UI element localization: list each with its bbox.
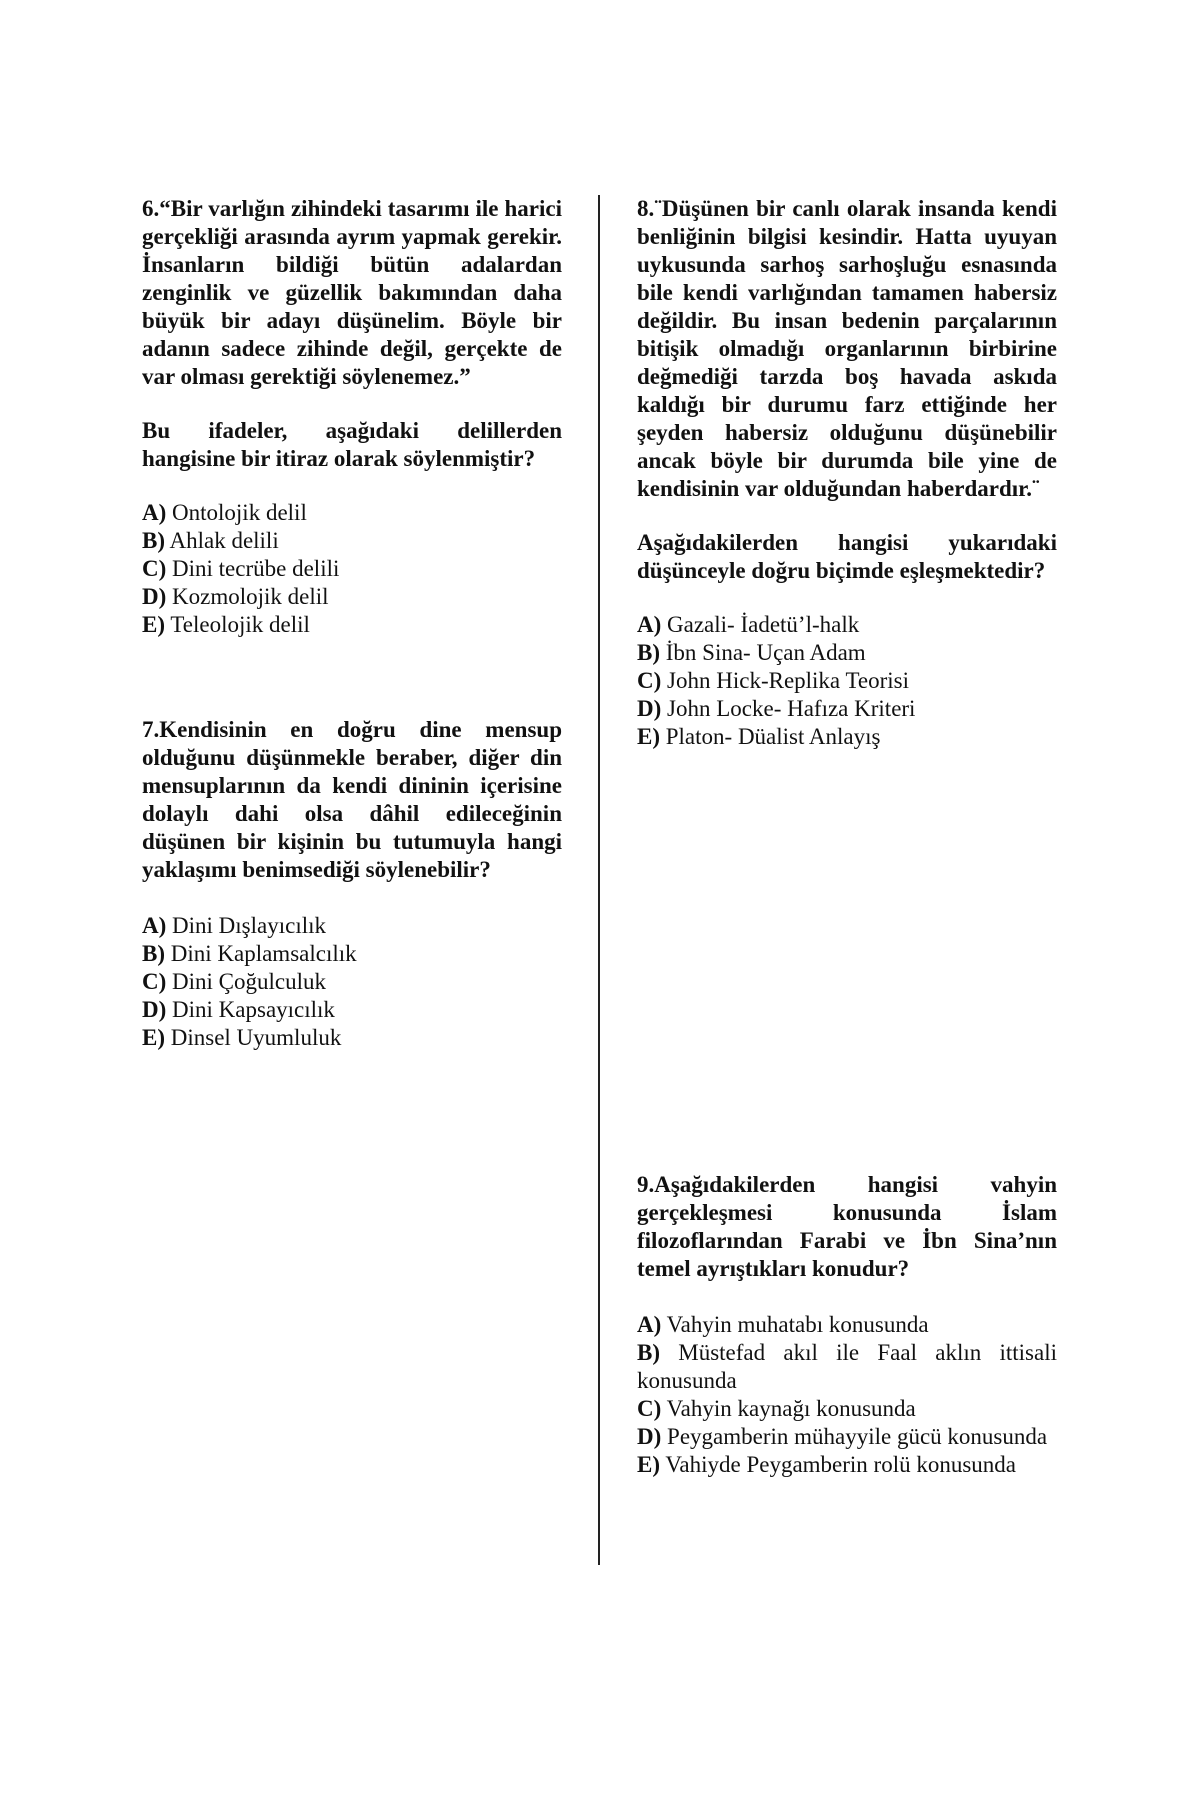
question-7-options [142,912,562,1052]
option-text: Kozmolojik delil [166,584,329,609]
option-letter: E) [637,1452,660,1477]
question-7 [142,716,562,1052]
option-text: Vahyin muhatabı konusunda [661,1312,929,1337]
option-c [142,968,562,996]
option-text: Dini tecrübe delili [166,556,340,581]
question-6-stem: 6.“Bir varlığın zihindeki tasarımı ile harici gerçekliği arasında ayrım yapmak gerekir. İnsanların bildiği bütün adalardan zenginlik ve güzellik bakımından daha büyük bir adayı düşünelim. Böyle bir adanın sadece zihinde değil, gerçekte de var olması gerektiği söylenemez.” [142,196,562,389]
option-text: Teleolojik delil [165,612,310,637]
option-text: Dini Çoğulculuk [166,969,327,994]
option-c [637,1395,1057,1423]
question-6-options [142,499,562,639]
option-text: Vahyin kaynağı konusunda [661,1396,916,1421]
option-e [142,611,562,639]
option-letter: A) [142,500,167,525]
option-letter: C) [142,969,167,994]
option-e [637,1451,1057,1479]
option-letter: E) [637,724,660,749]
option-letter: D) [637,1424,662,1449]
option-letter: B) [142,528,165,553]
option-text: Müstefad akıl ile Faal aklın ittisali konusunda [637,1340,1057,1393]
option-letter: E) [142,612,165,637]
question-9-stem: 9.Aşağıdakilerden hangisi vahyin gerçekleşmesi konusunda İslam filozoflarından Farabi ve İbn Sina’nın temel ayrıştıkları konudur? [637,1172,1057,1281]
option-letter: B) [637,1340,660,1365]
question-8-options [637,611,1057,751]
option-letter: D) [142,584,167,609]
option-d [142,996,562,1024]
option-letter: E) [142,1025,165,1050]
question-9-options [637,1311,1057,1479]
column-divider [598,195,600,1565]
option-letter: A) [142,913,167,938]
option-text: Vahiyde Peygamberin rolü konusunda [660,1452,1017,1477]
question-6 [142,195,562,639]
option-e [637,723,1057,751]
option-b [142,940,562,968]
option-text: Ontolojik delil [166,500,307,525]
option-text: İbn Sina- Uçan Adam [660,640,866,665]
option-text: Dini Kaplamsalcılık [165,941,357,966]
option-b [637,639,1057,667]
option-d [142,583,562,611]
option-d [637,1423,1057,1451]
option-text: Gazali- İadetü’l-halk [661,612,860,637]
option-text: Dinsel Uyumluluk [165,1025,342,1050]
option-b [142,527,562,555]
question-8-prompt: Aşağıdakilerden hangisi yukarıdaki düşünceyle doğru biçimde eşleşmektedir? [637,530,1057,583]
option-text: John Locke- Hafıza Kriteri [661,696,916,721]
option-a [637,611,1057,639]
option-letter: C) [637,1396,662,1421]
option-c [637,667,1057,695]
question-7-stem: 7.Kendisinin en doğru dine mensup olduğunu düşünmekle beraber, diğer din mensuplarının da kendi dininin içerisine dolaylı dahi olsa dâhil edileceğinin düşünen bir kişinin bu tutumuyla hangi yaklaşımı benimsediği söylenebilir? [142,717,562,882]
option-text: Ahlak delili [165,528,279,553]
question-8-stem: 8.¨Düşünen bir canlı olarak insanda kendi benliğinin bilgisi kesindir. Hatta uyuyan uykusunda sarhoş sarhoşluğu esnasında bile kendi varlığından tamamen habersiz değildir. Bu insan bedenin parçalarının bitişik olmadığı organlarının birbirine değmediği tarzda boş havada askıda kaldığı bir durumu farz ettiğinde her şeyden habersiz olduğunu düşünebilir ancak böyle bir durumda bile yine de kendisinin var olduğundan haberdardır.¨ [637,196,1057,501]
option-letter: B) [637,640,660,665]
option-a [142,912,562,940]
option-text: John Hick-Replika Teorisi [661,668,910,693]
option-b [637,1339,1057,1395]
question-8 [637,195,1057,751]
option-letter: C) [142,556,167,581]
option-letter: A) [637,612,662,637]
option-letter: D) [142,997,167,1022]
option-text: Platon- Düalist Anlayış [660,724,881,749]
option-letter: A) [637,1312,662,1337]
option-c [142,555,562,583]
option-text: Dini Kapsayıcılık [166,997,335,1022]
option-letter: D) [637,696,662,721]
option-a [637,1311,1057,1339]
option-a [142,499,562,527]
option-text: Dini Dışlayıcılık [166,913,326,938]
option-letter: C) [637,668,662,693]
option-text: Peygamberin mühayyile gücü konusunda [661,1424,1048,1449]
option-d [637,695,1057,723]
question-9 [637,1171,1057,1479]
option-letter: B) [142,941,165,966]
option-e [142,1024,562,1052]
question-6-prompt: Bu ifadeler, aşağıdaki delillerden hangisine bir itiraz olarak söylenmiştir? [142,418,562,471]
